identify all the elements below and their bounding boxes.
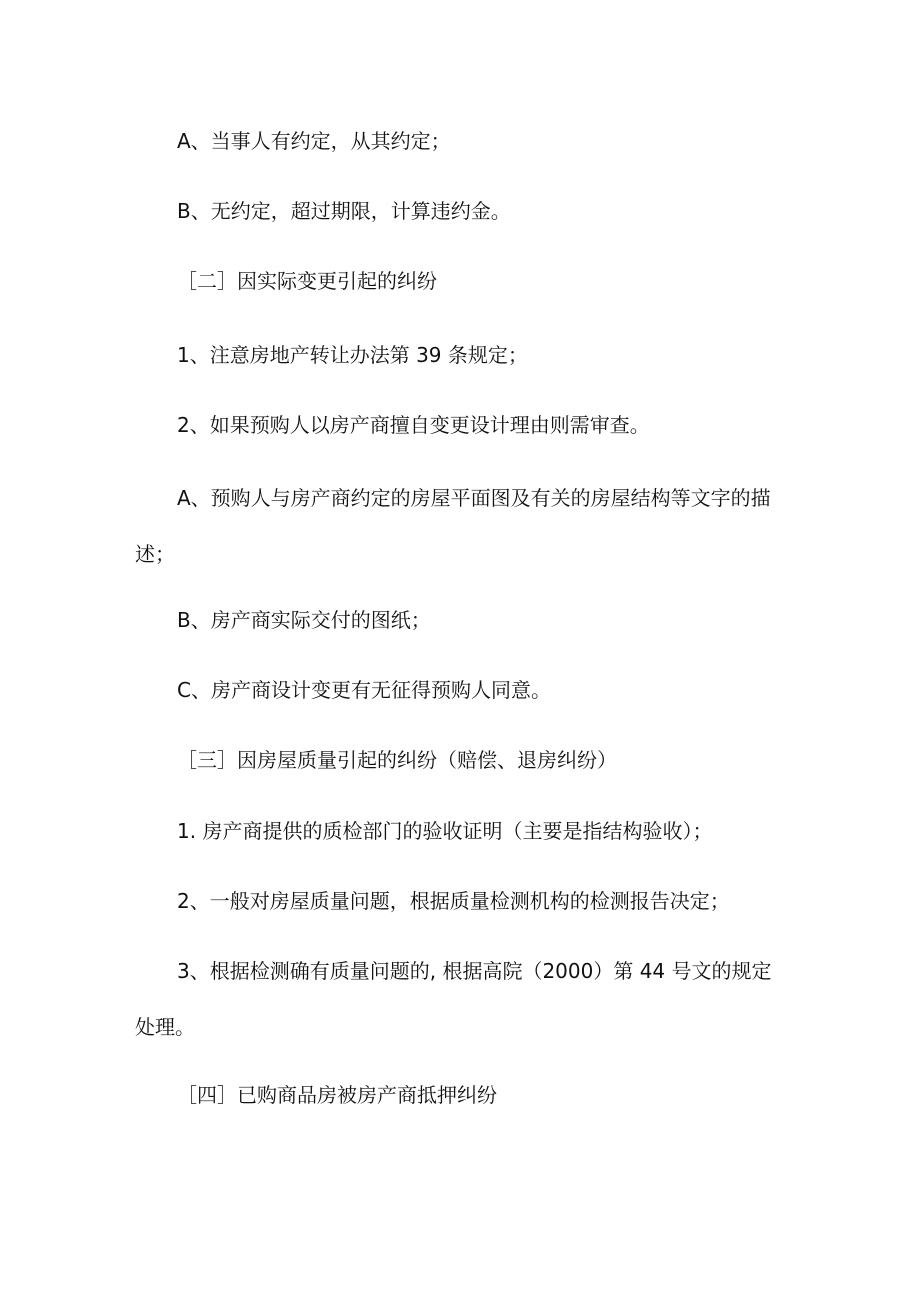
- paragraph-2-quality-report: 2、一般对房屋质量问题，根据质量检测机构的检测报告决定；: [177, 889, 730, 913]
- paragraph-a-floor-plan: A、预购人与房产商约定的房屋平面图及有关的房屋结构等文字的描述；: [135, 486, 771, 566]
- paragraph-1-transfer-rule: 1、注意房地产转让办法第 39 条规定；: [177, 343, 528, 367]
- paragraph-1-inspection-proof: 1. 房产商提供的质检部门的验收证明（主要是指结构验收）；: [177, 819, 713, 843]
- paragraph-2-design-change: 2、如果预购人以房产商擅自变更设计理由则需审查。: [177, 413, 650, 437]
- section-heading-3: ［三］因房屋质量引起的纠纷（赔偿、退房纠纷）: [177, 748, 617, 772]
- paragraph-c-consent: C、房产商设计变更有无征得预购人同意。: [177, 678, 551, 702]
- section-heading-2: ［二］因实际变更引起的纠纷: [177, 269, 437, 293]
- paragraph-b-no-agreement: B、无约定，超过期限，计算违约金。: [177, 199, 511, 223]
- paragraph-3-court-rule: 3、根据检测确有质量问题的, 根据高院（2000）第 44 号文的规定处理。: [135, 959, 772, 1039]
- paragraph-a-agreement: A、当事人有约定，从其约定；: [177, 129, 451, 153]
- section-heading-4: ［四］已购商品房被房产商抵押纠纷: [177, 1083, 497, 1107]
- paragraph-b-drawings: B、房产商实际交付的图纸；: [177, 608, 431, 632]
